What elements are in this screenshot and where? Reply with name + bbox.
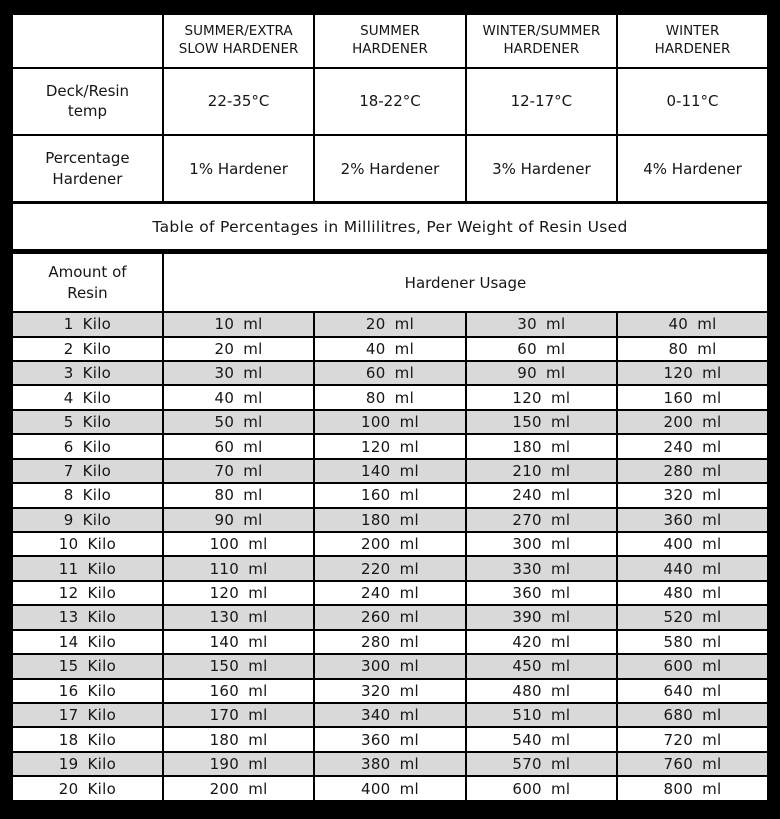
deck-resin-temp-row	[12, 68, 769, 135]
usage-cell: 70 ml	[163, 459, 314, 483]
amount-cell: 12 Kilo	[12, 581, 163, 605]
amount-cell: 1 Kilo	[12, 312, 163, 336]
percentage-row-label	[12, 135, 163, 203]
table-row	[12, 776, 769, 801]
usage-cell: 140 ml	[314, 459, 465, 483]
header-section	[12, 14, 769, 313]
section-title-row	[12, 203, 769, 252]
usage-cell: 40 ml	[617, 312, 768, 336]
usage-cell: 280 ml	[617, 459, 768, 483]
table-row	[12, 459, 769, 483]
amount-cell: 7 Kilo	[12, 459, 163, 483]
usage-cell: 180 ml	[314, 508, 465, 532]
usage-cell: 200 ml	[163, 776, 314, 801]
table-row	[12, 434, 769, 458]
amount-cell: 20 Kilo	[12, 776, 163, 801]
usage-cell: 520 ml	[617, 605, 768, 629]
usage-cell: 200 ml	[617, 410, 768, 434]
usage-cell: 150 ml	[163, 654, 314, 678]
season-header-line: HARDENER	[654, 40, 731, 57]
season-header-line: WINTER	[665, 23, 720, 40]
usage-cell: 570 ml	[466, 752, 617, 776]
season-header-line: SLOW HARDENER	[178, 40, 299, 57]
usage-table-body	[12, 312, 769, 801]
usage-cell: 100 ml	[314, 410, 465, 434]
usage-cell: 260 ml	[314, 605, 465, 629]
usage-cell: 390 ml	[466, 605, 617, 629]
percentage-label-line: Percentage	[45, 149, 130, 168]
amount-cell: 2 Kilo	[12, 337, 163, 361]
usage-cell: 80 ml	[163, 483, 314, 507]
amount-cell: 5 Kilo	[12, 410, 163, 434]
amount-cell: 17 Kilo	[12, 703, 163, 727]
usage-cell: 130 ml	[163, 605, 314, 629]
usage-cell: 140 ml	[163, 630, 314, 654]
amount-cell: 15 Kilo	[12, 654, 163, 678]
usage-cell: 540 ml	[466, 727, 617, 751]
amount-cell: 19 Kilo	[12, 752, 163, 776]
usage-cell: 360 ml	[617, 508, 768, 532]
table-row	[12, 679, 769, 703]
usage-cell: 600 ml	[617, 654, 768, 678]
season-header-line: HARDENER	[352, 40, 428, 57]
hardener-percentage-table	[10, 12, 770, 803]
table-row	[12, 654, 769, 678]
temp-value: 0-11°C	[617, 68, 768, 135]
table-row	[12, 361, 769, 385]
usage-cell: 160 ml	[163, 679, 314, 703]
amount-cell: 11 Kilo	[12, 556, 163, 580]
amount-header-line: Amount of	[48, 263, 127, 282]
amount-cell: 14 Kilo	[12, 630, 163, 654]
season-header-winter-summer	[466, 14, 617, 68]
table-row	[12, 703, 769, 727]
temp-label-line: Deck/Resin	[45, 82, 130, 101]
section-title: Table of Percentages in Millilitres, Per Weight of Resin Used	[12, 203, 769, 252]
season-header-line: SUMMER	[360, 23, 420, 40]
temp-value: 18-22°C	[314, 68, 465, 135]
usage-cell: 30 ml	[466, 312, 617, 336]
table-row	[12, 483, 769, 507]
usage-cell: 60 ml	[163, 434, 314, 458]
usage-cell: 510 ml	[466, 703, 617, 727]
amount-of-resin-header	[12, 252, 163, 313]
amount-cell: 16 Kilo	[12, 679, 163, 703]
usage-cell: 20 ml	[163, 337, 314, 361]
table-row	[12, 630, 769, 654]
usage-cell: 280 ml	[314, 630, 465, 654]
usage-cell: 360 ml	[466, 581, 617, 605]
usage-cell: 160 ml	[314, 483, 465, 507]
usage-cell: 120 ml	[617, 361, 768, 385]
usage-cell: 320 ml	[314, 679, 465, 703]
usage-cell: 320 ml	[617, 483, 768, 507]
usage-cell: 580 ml	[617, 630, 768, 654]
table-row	[12, 532, 769, 556]
usage-cell: 180 ml	[163, 727, 314, 751]
amount-cell: 13 Kilo	[12, 605, 163, 629]
amount-cell: 6 Kilo	[12, 434, 163, 458]
usage-cell: 330 ml	[466, 556, 617, 580]
usage-header-row	[12, 252, 769, 313]
usage-cell: 210 ml	[466, 459, 617, 483]
percentage-hardener-row	[12, 135, 769, 203]
usage-cell: 40 ml	[163, 385, 314, 409]
temp-value: 12-17°C	[466, 68, 617, 135]
usage-cell: 420 ml	[466, 630, 617, 654]
usage-cell: 340 ml	[314, 703, 465, 727]
usage-cell: 220 ml	[314, 556, 465, 580]
table-row	[12, 556, 769, 580]
usage-cell: 80 ml	[314, 385, 465, 409]
table-row	[12, 312, 769, 336]
hardener-table-frame	[10, 12, 770, 803]
usage-cell: 450 ml	[466, 654, 617, 678]
usage-cell: 480 ml	[466, 679, 617, 703]
temp-row-label	[12, 68, 163, 135]
usage-cell: 300 ml	[466, 532, 617, 556]
table-row	[12, 581, 769, 605]
percentage-value: 2% Hardener	[314, 135, 465, 203]
usage-cell: 360 ml	[314, 727, 465, 751]
usage-cell: 100 ml	[163, 532, 314, 556]
usage-cell: 400 ml	[314, 776, 465, 801]
usage-cell: 180 ml	[466, 434, 617, 458]
usage-cell: 240 ml	[314, 581, 465, 605]
temp-value: 22-35°C	[163, 68, 314, 135]
usage-cell: 600 ml	[466, 776, 617, 801]
usage-cell: 120 ml	[163, 581, 314, 605]
percentage-value: 4% Hardener	[617, 135, 768, 203]
season-header-summer	[314, 14, 465, 68]
amount-cell: 10 Kilo	[12, 532, 163, 556]
usage-cell: 640 ml	[617, 679, 768, 703]
usage-cell: 120 ml	[314, 434, 465, 458]
table-row	[12, 337, 769, 361]
amount-cell: 4 Kilo	[12, 385, 163, 409]
usage-cell: 30 ml	[163, 361, 314, 385]
usage-cell: 380 ml	[314, 752, 465, 776]
table-row	[12, 727, 769, 751]
amount-cell: 9 Kilo	[12, 508, 163, 532]
percentage-value: 3% Hardener	[466, 135, 617, 203]
usage-cell: 440 ml	[617, 556, 768, 580]
usage-cell: 50 ml	[163, 410, 314, 434]
season-header-summer-extra-slow	[163, 14, 314, 68]
usage-cell: 110 ml	[163, 556, 314, 580]
amount-cell: 3 Kilo	[12, 361, 163, 385]
amount-header-line: Resin	[67, 283, 108, 302]
amount-cell: 18 Kilo	[12, 727, 163, 751]
usage-cell: 680 ml	[617, 703, 768, 727]
usage-cell: 40 ml	[314, 337, 465, 361]
table-row	[12, 605, 769, 629]
usage-cell: 90 ml	[163, 508, 314, 532]
temp-label-line: temp	[67, 102, 108, 121]
usage-cell: 160 ml	[617, 385, 768, 409]
usage-cell: 120 ml	[466, 385, 617, 409]
usage-cell: 80 ml	[617, 337, 768, 361]
season-header-row	[12, 14, 769, 68]
season-header-winter	[617, 14, 768, 68]
usage-cell: 60 ml	[314, 361, 465, 385]
usage-cell: 20 ml	[314, 312, 465, 336]
season-header-line: HARDENER	[503, 40, 580, 57]
table-row	[12, 385, 769, 409]
table-row	[12, 752, 769, 776]
usage-cell: 720 ml	[617, 727, 768, 751]
usage-cell: 150 ml	[466, 410, 617, 434]
percentage-label-line: Hardener	[52, 169, 123, 188]
table-row	[12, 410, 769, 434]
usage-cell: 90 ml	[466, 361, 617, 385]
season-header-line: SUMMER/EXTRA	[184, 23, 293, 40]
usage-cell: 10 ml	[163, 312, 314, 336]
hardener-usage-header: Hardener Usage	[163, 252, 769, 313]
usage-cell: 760 ml	[617, 752, 768, 776]
percentage-value: 1% Hardener	[163, 135, 314, 203]
usage-cell: 240 ml	[617, 434, 768, 458]
corner-cell	[12, 14, 163, 68]
usage-cell: 800 ml	[617, 776, 768, 801]
usage-cell: 300 ml	[314, 654, 465, 678]
usage-cell: 200 ml	[314, 532, 465, 556]
usage-cell: 170 ml	[163, 703, 314, 727]
usage-cell: 480 ml	[617, 581, 768, 605]
amount-cell: 8 Kilo	[12, 483, 163, 507]
table-row	[12, 508, 769, 532]
usage-cell: 400 ml	[617, 532, 768, 556]
usage-cell: 60 ml	[466, 337, 617, 361]
usage-cell: 270 ml	[466, 508, 617, 532]
usage-cell: 190 ml	[163, 752, 314, 776]
usage-cell: 240 ml	[466, 483, 617, 507]
season-header-line: WINTER/SUMMER	[482, 23, 601, 40]
